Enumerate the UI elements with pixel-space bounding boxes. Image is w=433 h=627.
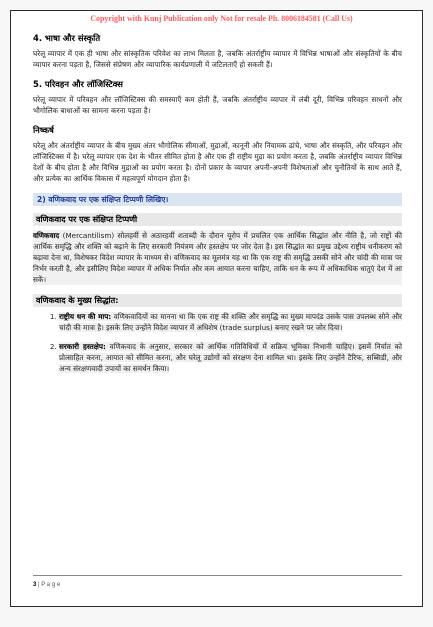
section-5-text: घरेलू व्यापार में परिवहन और लॉजिस्टिक्स की समस्याएँ कम होती हैं, जबकि अंतर्राष्ट्रीय व्यापार में लंबी दूरी, विभिन्न परिवहन साधनों और भौगोलिक बाधाओं का सामना करना पड़ता है। xyxy=(33,95,402,115)
section-4-heading: 4. भाषा और संस्कृति xyxy=(33,33,101,43)
page-label: P a g e xyxy=(41,582,61,588)
principle-text: वणिकवाद के अनुसार, सरकार को आर्थिक गतिविधियों में सक्रिय भूमिका निभानी चाहिए। इसमें निर्यात को प्रोत्साहित करना, आयात को सीमित करना, और घरेलू उद्योगों को संरक्षण देना शामिल था। इसके लिए उन्होंने टैरिफ, सब्सिडी, और अन्य संरक्षणवादी उपायों का समर्थन किया। xyxy=(59,342,402,373)
answer-text: (Mercantilism) सोलहवीं से अठारहवीं शताब्दी के दौरान यूरोप में प्रचलित एक आर्थिक सिद्धांत और नीति है, जो राष्ट्रों की आर्थिक समृद्धि और शक्ति को बढ़ाने के लिए सरकारी नियंत्रण और हस्तक्षेप पर जोर देता है। इस सिद्धांत का प्रमुख उद्देश्य राष्ट्रीय धनीकरण को बढ़ावा देना था, विशेषकर विदेश व्यापार के माध्यम से। वणिकवाद का मूलमंत्र यह था कि एक राष्ट्र की समृद्धि उसकी सोने और चांदी की मात्रा पर निर्भर करती है, और इसीलिए विदेश व्यापार में अधिक निर्यात और कम आयात करना चाहिए, ताकि धन के रूप में अधिकाधिक धातुएं देश में आ सकें। xyxy=(33,231,402,284)
document-page xyxy=(10,10,423,607)
principle-item xyxy=(59,341,402,374)
answer-paragraph xyxy=(33,230,402,285)
conclusion-text: घरेलू और अंतर्राष्ट्रीय व्यापार के बीच मुख्य अंतर भौगोलिक सीमाओं, मुद्राओं, कानूनी और नियामक ढांचे, भाषा और संस्कृति, और परिवहन और लॉजिस्टिक्स में है। घरेलू व्यापार एक देश के भीतर सीमित होता है और एक ही राष्ट्रीय मुद्रा का प्रयोग करता है, जबकि अंतर्राष्ट्रीय व्यापार विभिन्न देशों के बीच होता है और विभिन्न मुद्राओं का प्रयोग करता है। दोनों प्रकार के व्यापार अपनी-अपनी विशेषताओं और चुनौतियों के साथ आते हैं, और प्रत्येक का आर्थिक विकास में महत्वपूर्ण योगदान होता है। xyxy=(33,141,402,183)
answer-heading: वणिकवाद पर एक संक्षिप्त टिप्पणी xyxy=(33,213,402,226)
conclusion-heading: निष्कर्ष xyxy=(33,125,54,135)
copyright-watermark: Copyright with Kunj Publication only Not for resale Ph. 8006184581 (Call Us) xyxy=(90,14,353,23)
principles-list xyxy=(33,311,402,374)
answer-lead-term: वणिकवाद xyxy=(33,231,60,240)
page-number: 3 xyxy=(33,582,37,588)
footer-separator: | xyxy=(36,582,42,588)
section-4-text: घरेलू व्यापार में एक ही भाषा और सांस्कृतिक परिवेश का लाभ मिलता है, जबकि अंतर्राष्ट्रीय व्यापार में विभिन्न भाषाओं और संस्कृतियों के बीच व्यापार करना पड़ता है, जिससे संप्रेषण और व्यापारिक कार्यप्रणाली में जटिलताएँ हो सकती हैं। xyxy=(33,49,402,69)
section-5-heading: 5. परिवहन और लॉजिस्टिक्स xyxy=(33,79,123,89)
page-footer xyxy=(33,582,60,588)
principle-lead: राष्ट्रीय धन की माप: xyxy=(59,312,112,321)
principle-item xyxy=(59,311,402,333)
question-2-heading: 2) वणिकवाद पर एक संक्षिप्त टिप्पणी लिखिए। xyxy=(33,193,402,206)
footer-divider xyxy=(33,575,402,576)
principle-lead: सरकारी हस्तक्षेप: xyxy=(59,342,106,351)
page-content xyxy=(33,33,402,382)
principles-heading: वणिकवाद के मुख्य सिद्धांत: xyxy=(33,294,402,307)
principle-text: वणिकवादियों का मानना था कि एक राष्ट्र की शक्ति और समृद्धि का मुख्य मापदंड उसके पास उपलब्ध सोने और चांदी की मात्रा है। इसके लिए उन्होंने विदेश व्यापार में अधिशेष (trade surplus) बनाए रखने पर जोर दिया। xyxy=(59,312,402,332)
